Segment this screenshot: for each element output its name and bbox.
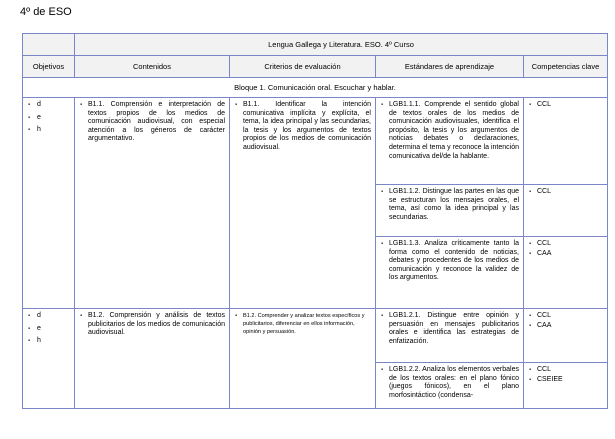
- objetivos-cell: [23, 309, 75, 409]
- col-header-competencias: Competencias clave: [524, 56, 608, 78]
- criterio-item: ▪ B1.2. Comprender y analizar textos específicos y publicitarios, diferenciar en ellos información, opinión y persuasión.: [234, 312, 371, 336]
- competencia-item: ▪ CCL: [528, 240, 603, 249]
- col-header-contenidos: Contenidos: [75, 56, 230, 78]
- objetivo-item: ▪ d: [27, 312, 70, 321]
- document-title: 4º de ESO: [20, 6, 72, 18]
- standard-cell: [376, 309, 524, 363]
- curriculum-table: [22, 33, 608, 409]
- competencia-item: ▪ CCL: [528, 312, 603, 321]
- objetivo-item: ▪ d: [27, 101, 70, 110]
- competencia-item: ▪ CAA: [528, 250, 603, 259]
- objetivo-item: ▪ h: [27, 337, 70, 346]
- standard-item: ▪ LGB1.1.2. Distingue las partes en las que se estructuran los mensajes orales, el tema, así como la idea principal y las secundarias.: [380, 188, 519, 222]
- competencia-item: ▪ CCL: [528, 101, 603, 110]
- standard-cell: [376, 185, 524, 237]
- competencias-cell: [524, 309, 608, 363]
- competencias-cell: [524, 363, 608, 409]
- contenido-item: ▪ B1.1. Comprensión e interpretación de textos propios de los medios de comunicación audiovisual, con especial atención a los géneros de carácter argumentativo.: [79, 101, 225, 144]
- standard-item: ▪ LGB1.1.3. Analiza críticamente tanto la forma como el contenido de noticias, debates y procedentes de los medios de comunicación y reconoce la validez de los argumentos.: [380, 240, 519, 283]
- block-title: Bloque 1. Comunicación oral. Escuchar y hablar.: [23, 78, 608, 98]
- standard-item: ▪ LGB1.1.1. Comprende el sentido global de textos orales de los medios de comunicación audiovisuales, identifica el propósito, la tesis y los argumentos de noticias debates o declaraciones, determina el tema y reconoce la intención comunicativa del/de la hablante.: [380, 101, 519, 161]
- standard-cell: [376, 363, 524, 409]
- objetivo-item: ▪ e: [27, 325, 70, 334]
- competencias-cell: [524, 185, 608, 237]
- standard-cell: [376, 237, 524, 309]
- criterio-item: ▪ B1.1. Identificar la intención comunicativa implícita y explícita, el tema, la idea principal y las secundarias, la tesis y los argumentos de textos propios de los medios de comunicación audiovisual.: [234, 101, 371, 153]
- objetivo-item: ▪ h: [27, 126, 70, 135]
- contenido-item: ▪ B1.2. Comprensión y análisis de textos publicitarios de los medios de comunicación audiovisual.: [79, 312, 225, 338]
- competencia-item: ▪ CCL: [528, 366, 603, 375]
- objetivo-item: ▪ e: [27, 114, 70, 123]
- standard-item: ▪ LGB1.2.1. Distingue entre opinión y persuasión en mensajes publicitarios orales e identifica las estrategias de enfatización.: [380, 312, 519, 346]
- header-empty-cell: [23, 34, 75, 56]
- col-header-objetivos: Objetivos: [23, 56, 75, 78]
- col-header-estandares: Estándares de aprendizaje: [376, 56, 524, 78]
- competencia-item: ▪ CSEIEE: [528, 376, 603, 385]
- competencia-item: ▪ CAA: [528, 322, 603, 331]
- contenidos-cell: [75, 98, 230, 309]
- contenidos-cell: [75, 309, 230, 409]
- standard-item: ▪ LGB1.2.2. Analiza los elementos verbales de los textos orales: en el plano fónico (juegos fónicos), en el plano morfosintáctico (condensa-: [380, 366, 519, 400]
- col-header-criterios: Criterios de evaluación: [230, 56, 376, 78]
- competencias-cell: [524, 237, 608, 309]
- competencias-cell: [524, 98, 608, 185]
- subject-title: Lengua Gallega y Literatura. ESO. 4º Curso: [75, 34, 608, 56]
- criterios-cell: [230, 98, 376, 309]
- competencia-item: ▪ CCL: [528, 188, 603, 197]
- criterios-cell: [230, 309, 376, 409]
- standard-cell: [376, 98, 524, 185]
- objetivos-cell: [23, 98, 75, 309]
